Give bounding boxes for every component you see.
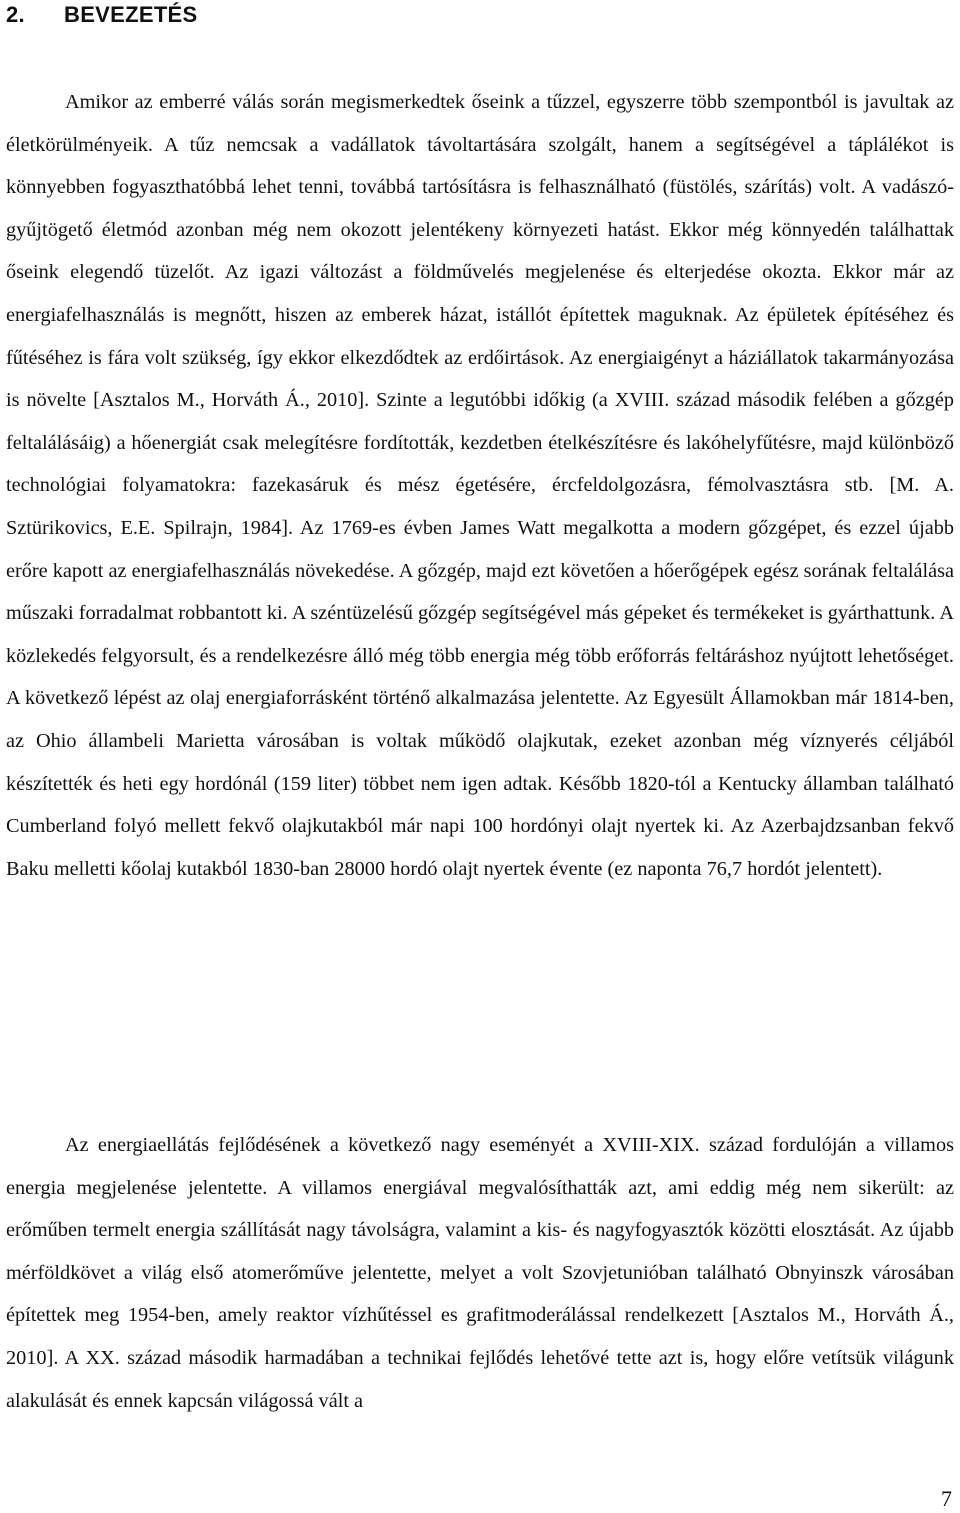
body-paragraph: Az energiaellátás fejlődésének a következő nagy eseményét a XVIII-XIX. század fordulóján a villamos energia megjelenése jelentette. A villamos energiával megvalósíthatták azt, ami eddig még nem sikerült: az erőműben termelt energia szállítását nagy távolságra, valamint a kis- és nagyfogyasztók közötti elosztását. Az újabb mérföldkövet a világ első atomerőműve jelentette, melyet a volt Szovjetunióban található Obnyinszk városában építettek meg 1954-ben, amely reaktor vízhűtéssel es grafitmoderálással rendelkezett [Asztalos M., Horváth Á., 2010]. A XX. század második harmadában a technikai fejlődés lehetővé tette azt is, hogy előre vetítsük világunk alakulását és ennek kapcsán világossá vált a [6,1134,954,1412]
section-number: 2. [6,2,25,27]
body-paragraph: Amikor az emberré válás során megismerkedtek őseink a tűzzel, egyszerre több szempontból is javultak az életkörülményeik. A tűz nemcsak a vadállatok távoltartására szolgált, hanem a segítségével a táplálékot is könnyebben fogyaszthatóbbá lehet tenni, továbbá tartósításra is felhasználható (füstölés, szárítás) volt. A vadászó-gyűjtögető életmód azonban még nem okozott jelentékeny környezeti hatást. Ekkor még könnyedén találhattak őseink elegendő tüzelőt. Az igazi változást a földművelés megjelenése és elterjedése okozta. Ekkor már az energiafelhasználás is megnőtt, hiszen az emberek házat, istállót építettek maguknak. Az épületek építéséhez és fűtéséhez is fára volt szükség, így ekkor elkezdődtek az erdőirtások. Az energiaigényt a háziállatok takarmányozása is növelte [Asztalos M., Horváth Á., 2010]. Szinte a legutóbbi időkig (a XVIII. század második felében a gőzgép feltalálásáig) a hőenergiát csak melegítésre fordították, kezdetben ételkészítésre és lakóhelyfűtésre, majd különböző technológiai folyamatokra: fazekasáruk és mész égetésére, ércfeldolgozásra, fémolvasztásra stb. [M. A. Sztürikovics, E.E. Spilrajn, 1984]. Az 1769-es évben James Watt megalkotta a modern gőzgépet, és ezzel újabb erőre kapott az energiafelhasználás növekedése. A gőzgép, majd ezt követően a hőerőgépek egész sorának feltalálása műszaki forradalmat robbantott ki. A széntüzelésű gőzgép segítségével más gépeket és termékeket is gyárthattunk. A közlekedés felgyorsult, és a rendelkezésre álló még több energia még több erőforrás feltáráshoz nyújtott lehetőséget. A következő lépést az olaj energiaforrásként történő alkalmazása jelentette. Az Egyesült Államokban már 1814-ben, az Ohio állambeli Marietta városában is voltak működő olajkutak, ezeket azonban még víznyerés céljából készítették és heti egy hordónál (159 liter) többet nem igen adtak. Később 1820-tól a Kentucky államban található Cumberland folyó mellett fekvő olajkutakból már napi 100 hordónyi olajt nyertek ki. Az Azerbajdzsanban fekvő Baku melletti kőolaj kutakból 1830-ban 28000 hordó olajt nyertek évente (ez naponta 76,7 hordót jelentett). [6,91,954,880]
section-title: BEVEZETÉS [64,2,198,27]
page-number: 7 [941,1486,952,1511]
section-heading [6,0,198,30]
